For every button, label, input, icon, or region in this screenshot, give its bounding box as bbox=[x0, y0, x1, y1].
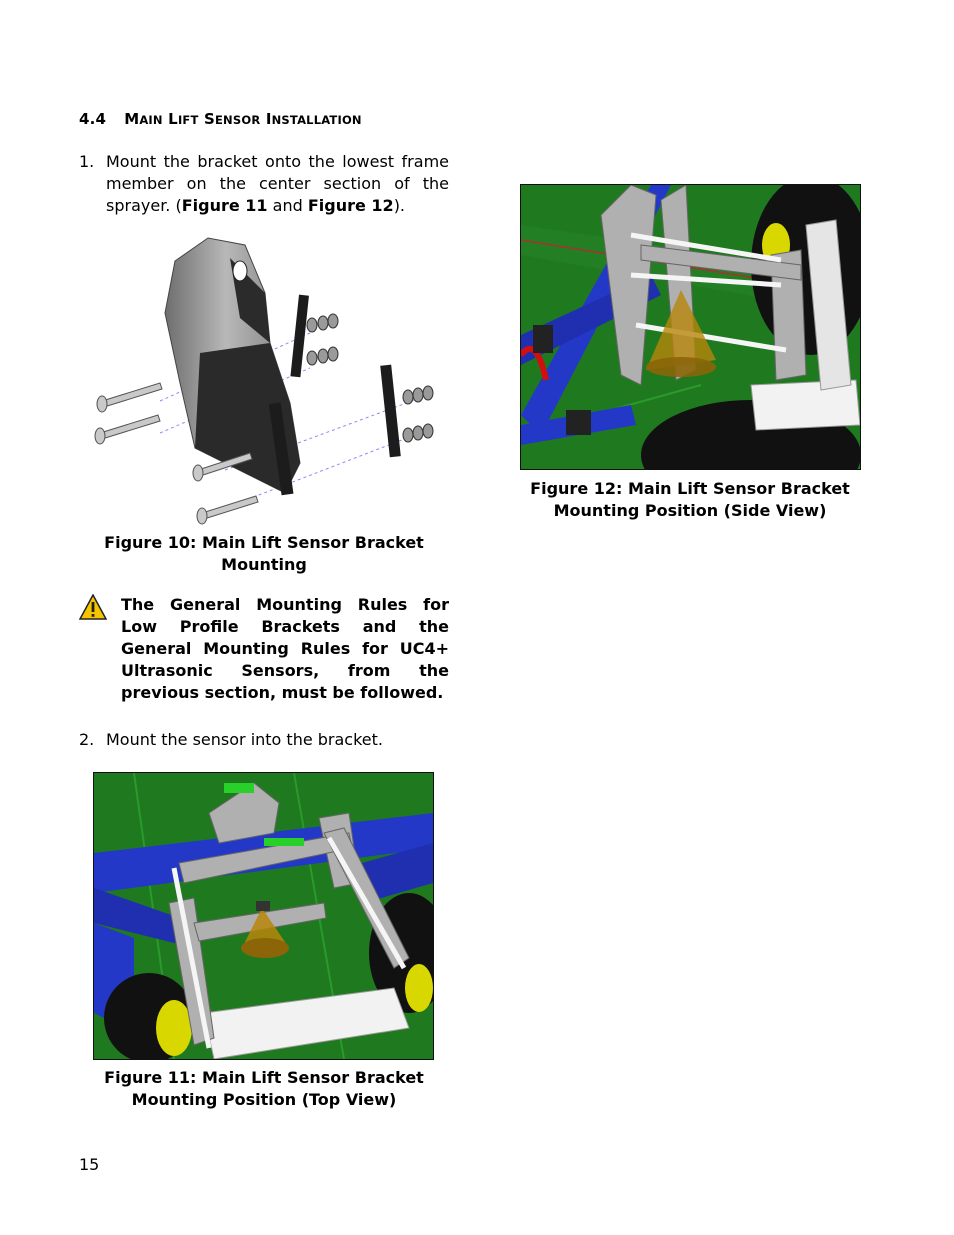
figure-11-image bbox=[93, 772, 434, 1060]
page-number: 15 bbox=[79, 1155, 100, 1174]
step-text: Mount the bracket onto the lowest frame member on the center section of the sprayer. (Figure 11 and Figure 12). bbox=[106, 152, 449, 215]
step-number: 1. bbox=[79, 152, 95, 171]
step-text: Mount the sensor into the bracket. bbox=[106, 730, 383, 749]
section-title: MAIN LIFT SENSOR INSTALLATION bbox=[124, 110, 362, 128]
warning-note bbox=[79, 594, 449, 704]
figure-10-caption: Figure 10: Main Lift Sensor Bracket Mounting bbox=[104, 533, 424, 574]
step-1 bbox=[79, 151, 449, 217]
figure-12-caption: Figure 12: Main Lift Sensor Bracket Mounting Position (Side View) bbox=[530, 479, 850, 520]
figure-11-caption: Figure 11: Main Lift Sensor Bracket Mounting Position (Top View) bbox=[104, 1068, 424, 1109]
step-2 bbox=[79, 729, 449, 751]
figure-12-image bbox=[520, 184, 861, 470]
warning-triangle-icon bbox=[79, 594, 107, 620]
section-heading bbox=[79, 110, 362, 128]
figure-10-image bbox=[90, 233, 440, 526]
figure-reference: Figure 12 bbox=[307, 196, 394, 215]
warning-text: The General Mounting Rules for Low Profile Brackets and the General Mounting Rules for UC4+ Ultrasonic Sensors, from the previous section, must be followed. bbox=[121, 595, 449, 702]
step-number: 2. bbox=[79, 730, 95, 749]
section-number: 4.4 bbox=[79, 110, 107, 128]
figure-reference: Figure 11 bbox=[181, 196, 268, 215]
